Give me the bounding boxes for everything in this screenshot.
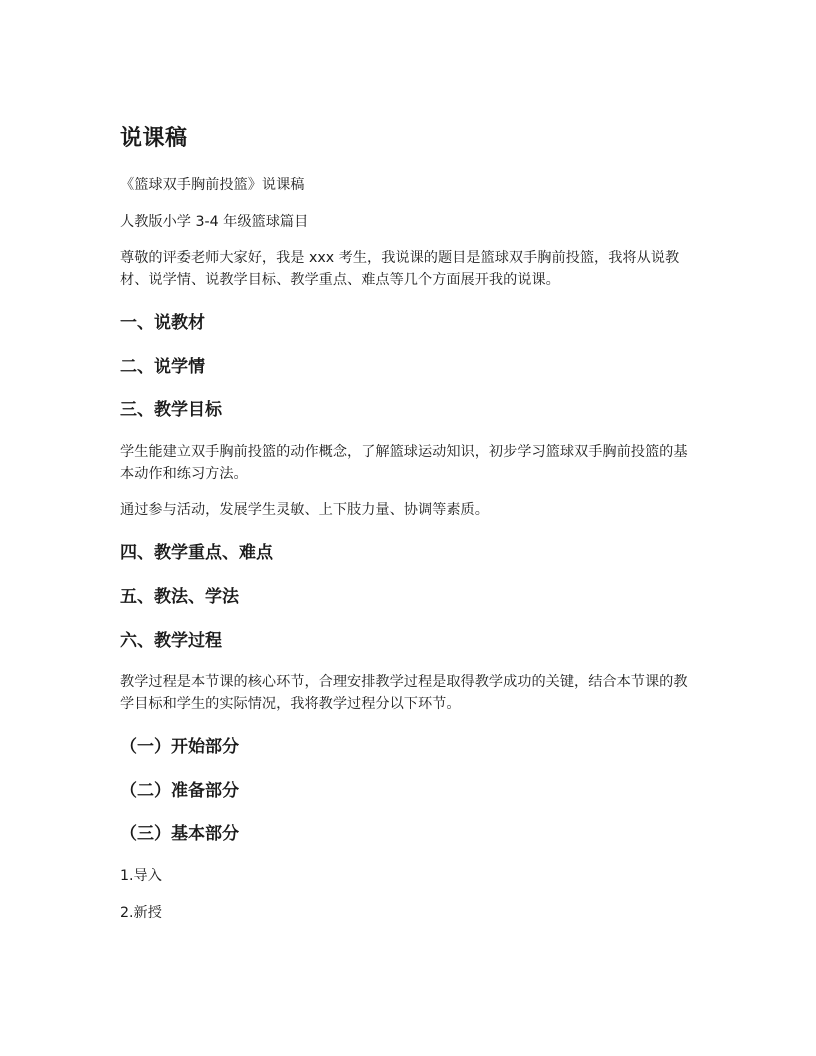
list-item-new-teaching: 2.新授 — [120, 905, 162, 921]
process-paragraph: 教学过程是本节课的核心环节，合理安排教学过程是取得教学成功的关键，结合本节课的教学目标和学生的实际情况，我将教学过程分以下环节。 — [120, 674, 688, 712]
section-heading-key-points: 四、教学重点、难点 — [120, 543, 273, 563]
lesson-subtitle: 《篮球双手胸前投篮》说课稿 — [120, 177, 305, 193]
section-heading-student-analysis: 二、说学情 — [120, 357, 205, 377]
edition-line: 人教版小学 3-4 年级篮球篇目 — [120, 214, 309, 230]
subsection-heading-preparation: （二）准备部分 — [120, 781, 239, 801]
list-item-introduction: 1.导入 — [120, 868, 162, 884]
subsection-heading-opening: （一）开始部分 — [120, 737, 239, 757]
section-heading-methods: 五、教法、学法 — [120, 587, 239, 607]
goals-paragraph-1: 学生能建立双手胸前投篮的动作概念，了解篮球运动知识，初步学习篮球双手胸前投篮的基本动作和练习方法。 — [120, 444, 688, 482]
section-heading-teaching-process: 六、教学过程 — [120, 631, 222, 651]
subsection-heading-basic: （三）基本部分 — [120, 824, 239, 844]
section-heading-teaching-material: 一、说教材 — [120, 313, 205, 333]
intro-paragraph: 尊敬的评委老师大家好，我是 xxx 考生，我说课的题目是篮球双手胸前投篮，我将从说教材、说学情、说教学目标、教学重点、难点等几个方面展开我的说课。 — [120, 250, 680, 288]
document-title: 说课稿 — [120, 126, 188, 151]
section-heading-teaching-goals: 三、教学目标 — [120, 400, 222, 420]
goals-paragraph-2: 通过参与活动，发展学生灵敏、上下肢力量、协调等素质。 — [120, 502, 489, 518]
